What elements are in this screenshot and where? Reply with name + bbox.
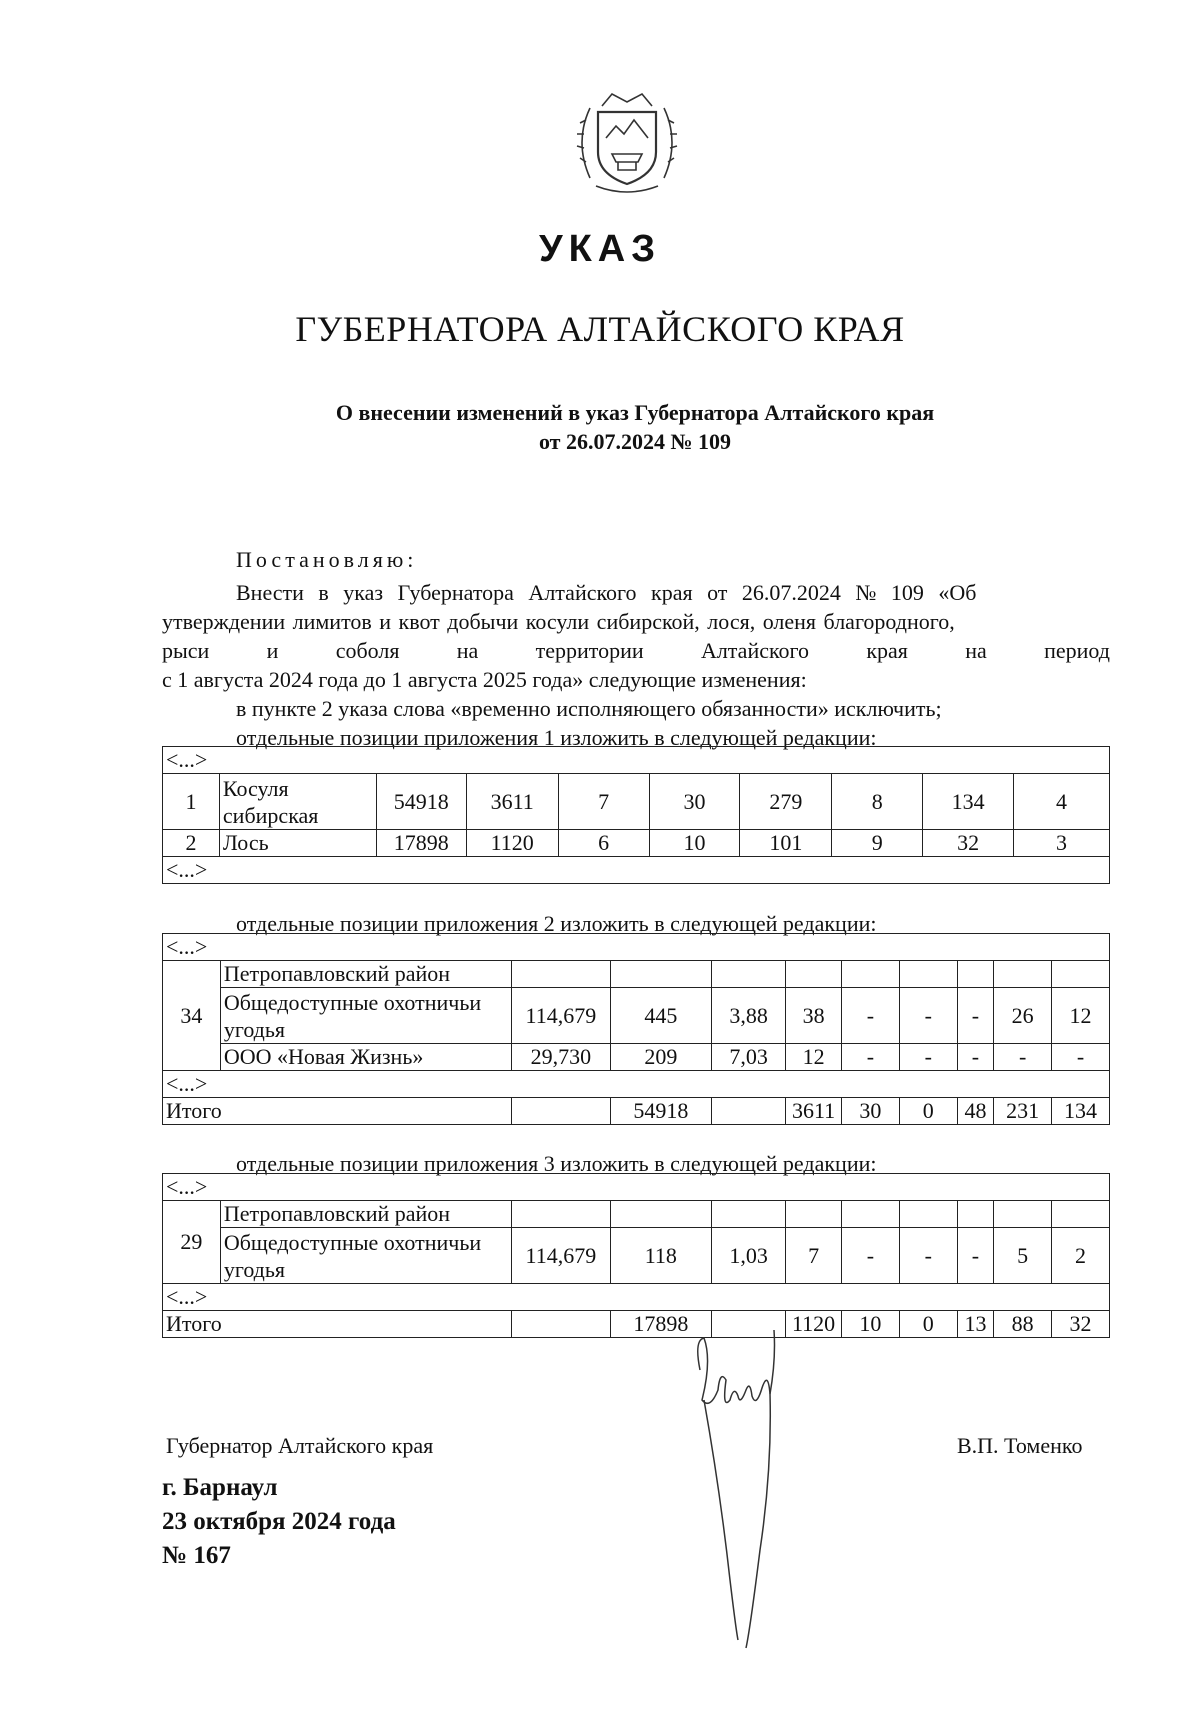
ellipsis-cell: <...>	[163, 1174, 1110, 1201]
decree-subject	[0, 398, 1200, 456]
item-2: отдельные позиции приложения 1 изложить в следующей редакции:	[236, 725, 877, 750]
table-row: Общедоступные охотничьи угодья 114,679 118 1,03 7 - - - 5 2	[163, 1228, 1110, 1284]
intro-paragraph	[162, 578, 1110, 694]
table-row	[163, 934, 1110, 961]
subject-line-1: О внесении изменений в указ Губернатора Алтайского края	[335, 400, 935, 425]
subject-line-2: от 26.07.2024 № 109	[538, 429, 732, 454]
intro-line-1: Внести в указ Губернатора Алтайского края от 26.07.2024 № 109 «Об	[236, 580, 977, 605]
district-cell: Петропавловский район	[220, 961, 511, 988]
appendix-3-table	[162, 1173, 1110, 1338]
intro-line-4: с 1 августа 2024 года до 1 августа 2025 года» следующие изменения:	[162, 667, 807, 692]
total-label: Итого	[163, 1311, 512, 1338]
intro-line-2: утверждении лимитов и квот добычи косули сибирской, лося, оленя благородного,	[162, 609, 955, 634]
signatory-name: В.П. Томенко	[957, 1433, 1083, 1458]
ellipsis-cell: <...>	[163, 747, 1110, 774]
table-row	[163, 1201, 1110, 1228]
item-4: отдельные позиции приложения 3 изложить в следующей редакции:	[236, 1151, 877, 1176]
species-cell: Лось	[219, 830, 376, 857]
date: 23 октября 2024 года	[162, 1508, 396, 1535]
table-row: Общедоступные охотничьи угодья 114,679 445 3,88 38 - - - 26 12	[163, 988, 1110, 1044]
row-number: 34	[163, 961, 221, 1071]
coat-of-arms-emblem	[568, 82, 686, 200]
item-1: в пункте 2 указа слова «временно исполняющего обязанности» исключить;	[236, 696, 942, 721]
document-type: УКАЗ	[538, 228, 662, 270]
row-number: 29	[163, 1201, 221, 1284]
decree-number: № 167	[162, 1542, 231, 1569]
ellipsis-cell: <...>	[163, 934, 1110, 961]
table-row	[163, 857, 1110, 884]
table-row	[163, 1284, 1110, 1311]
decree-word: Постановляю:	[236, 547, 418, 572]
table-row	[163, 747, 1110, 774]
table-row: 1 Косуля сибирская 54918 3611 7 30 279 8 134 4	[163, 774, 1110, 830]
table-row	[163, 1174, 1110, 1201]
item-3: отдельные позиции приложения 2 изложить в следующей редакции:	[236, 911, 877, 936]
table-row	[163, 961, 1110, 988]
handwritten-signature	[690, 1330, 830, 1650]
species-cell: Косуля сибирская	[219, 774, 376, 830]
place-date-number	[162, 1471, 396, 1573]
intro-line-3: рыси и соболя на территории Алтайского края на период	[162, 638, 1110, 663]
table-row: ООО «Новая Жизнь» 29,730 209 7,03 12 - - - - -	[163, 1044, 1110, 1071]
total-label: Итого	[163, 1098, 512, 1125]
ellipsis-cell: <...>	[163, 1071, 1110, 1098]
appendix-1-table	[162, 746, 1110, 884]
table-row	[163, 1071, 1110, 1098]
total-row: Итого 17898 1120 10 0 13 88 32	[163, 1311, 1110, 1338]
ellipsis-cell: <...>	[163, 1284, 1110, 1311]
city: г. Барнаул	[162, 1474, 278, 1501]
district-cell: Петропавловский район	[220, 1201, 511, 1228]
ellipsis-cell: <...>	[163, 857, 1110, 884]
total-row: Итого 54918 3611 30 0 48 231 134	[163, 1098, 1110, 1125]
signatory-title: Губернатор Алтайского края	[166, 1433, 434, 1458]
appendix-2-table	[162, 933, 1110, 1125]
issuer-title: ГУБЕРНАТОРА АЛТАЙСКОГО КРАЯ	[295, 309, 905, 349]
table-row: 2 Лось 17898 1120 6 10 101 9 32 3	[163, 830, 1110, 857]
